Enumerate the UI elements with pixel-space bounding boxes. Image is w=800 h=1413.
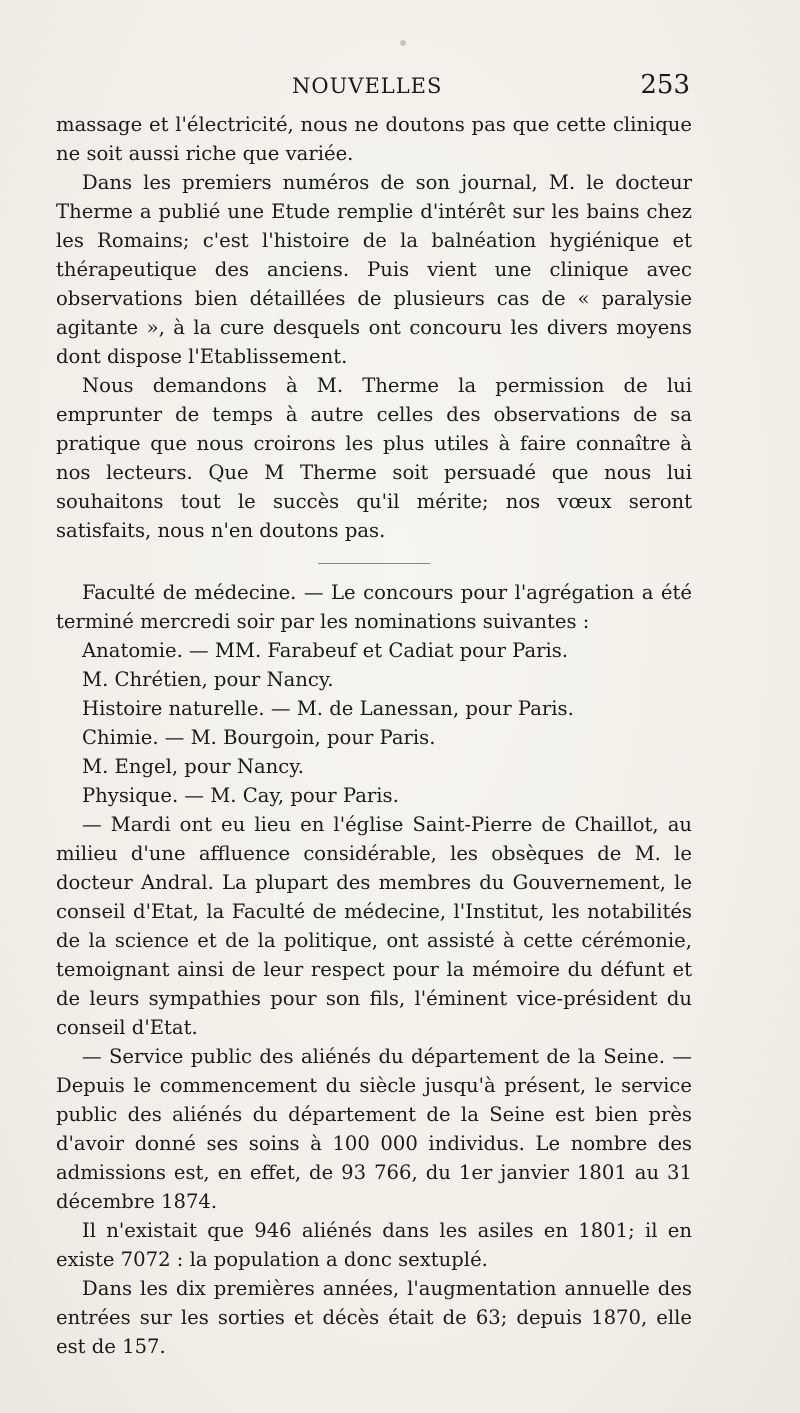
- body-text: [56, 110, 692, 1361]
- paragraph: massage et l'électricité, nous ne doutons pas que cette clinique ne soit aussi riche que variée.: [56, 113, 692, 165]
- nomination-item: Histoire naturelle. — M. de Lanessan, pour Paris.: [82, 697, 574, 720]
- news-entrees: Dans les dix premières années, l'augmentation annuelle des entrées sur les sorties et décès était de 63; depuis 1870, elle est de 157.: [56, 1277, 692, 1358]
- news-obituary: — Mardi ont eu lieu en l'église Saint-Pierre de Chaillot, au milieu d'une affluence considérable, les obsèques de M. le docteur Andral. La plupart des membres du Gouvernement, le conseil d'Etat, la Faculté de médecine, l'Institut, les notabilités de la science et de la politique, ont assisté à cette cérémonie, temoignant ainsi de leur respect pour la mémoire du défunt et de leurs sympathies pour son fils, l'éminent vice-président du conseil d'Etat.: [56, 813, 692, 1039]
- nomination-item: M. Engel, pour Nancy.: [82, 755, 304, 778]
- running-title: NOUVELLES: [292, 74, 443, 98]
- nomination-item: Chimie. — M. Bourgoin, pour Paris.: [82, 726, 436, 749]
- paragraph: Nous demandons à M. Therme la permission de lui emprunter de temps à autre celles des observations de sa pratique que nous croirons les plus utiles à faire connaître à nos lecteurs. Que M Therme soit persuadé que nous lui souhaitons tout le succès qu'il mérite; nos vœux seront satisfaits, nous n'en doutons pas.: [56, 374, 692, 542]
- nomination-item: Anatomie. — MM. Farabeuf et Cadiat pour Paris.: [82, 639, 569, 662]
- nomination-item: Physique. — M. Cay, pour Paris.: [82, 784, 399, 807]
- news-service-alienes: — Service public des aliénés du département de la Seine. — Depuis le commencement du siècle jusqu'à présent, le service public des aliénés du département de la Seine est bien près d'avoir donné ses soins à 100 000 individus. Le nombre des admissions est, en effet, de 93 766, du 1er janvier 1801 au 31 décembre 1874.: [56, 1045, 692, 1213]
- news-faculte-intro: Faculté de médecine. — Le concours pour l'agrégation a été terminé mercredi soir par les nominations suivantes :: [56, 581, 692, 633]
- running-header: [60, 70, 690, 104]
- nomination-item: M. Chrétien, pour Nancy.: [82, 668, 334, 691]
- page-number: 253: [640, 70, 690, 100]
- news-asiles: Il n'existait que 946 aliénés dans les asiles en 1801; il en existe 7072 : la population a donc sextuplé.: [56, 1219, 692, 1271]
- paragraph: Dans les premiers numéros de son journal, M. le docteur Therme a publié une Etude remplie d'intérêt sur les bains chez les Romains; c'est l'histoire de la balnéation hygiénique et thérapeutique des anciens. Puis vient une clinique avec observations bien détaillées de plusieurs cas de « paralysie agitante », à la cure desquels ont concouru les divers moyens dont dispose l'Etablissement.: [56, 171, 692, 368]
- section-divider: [318, 563, 430, 564]
- ink-speck: [400, 40, 406, 46]
